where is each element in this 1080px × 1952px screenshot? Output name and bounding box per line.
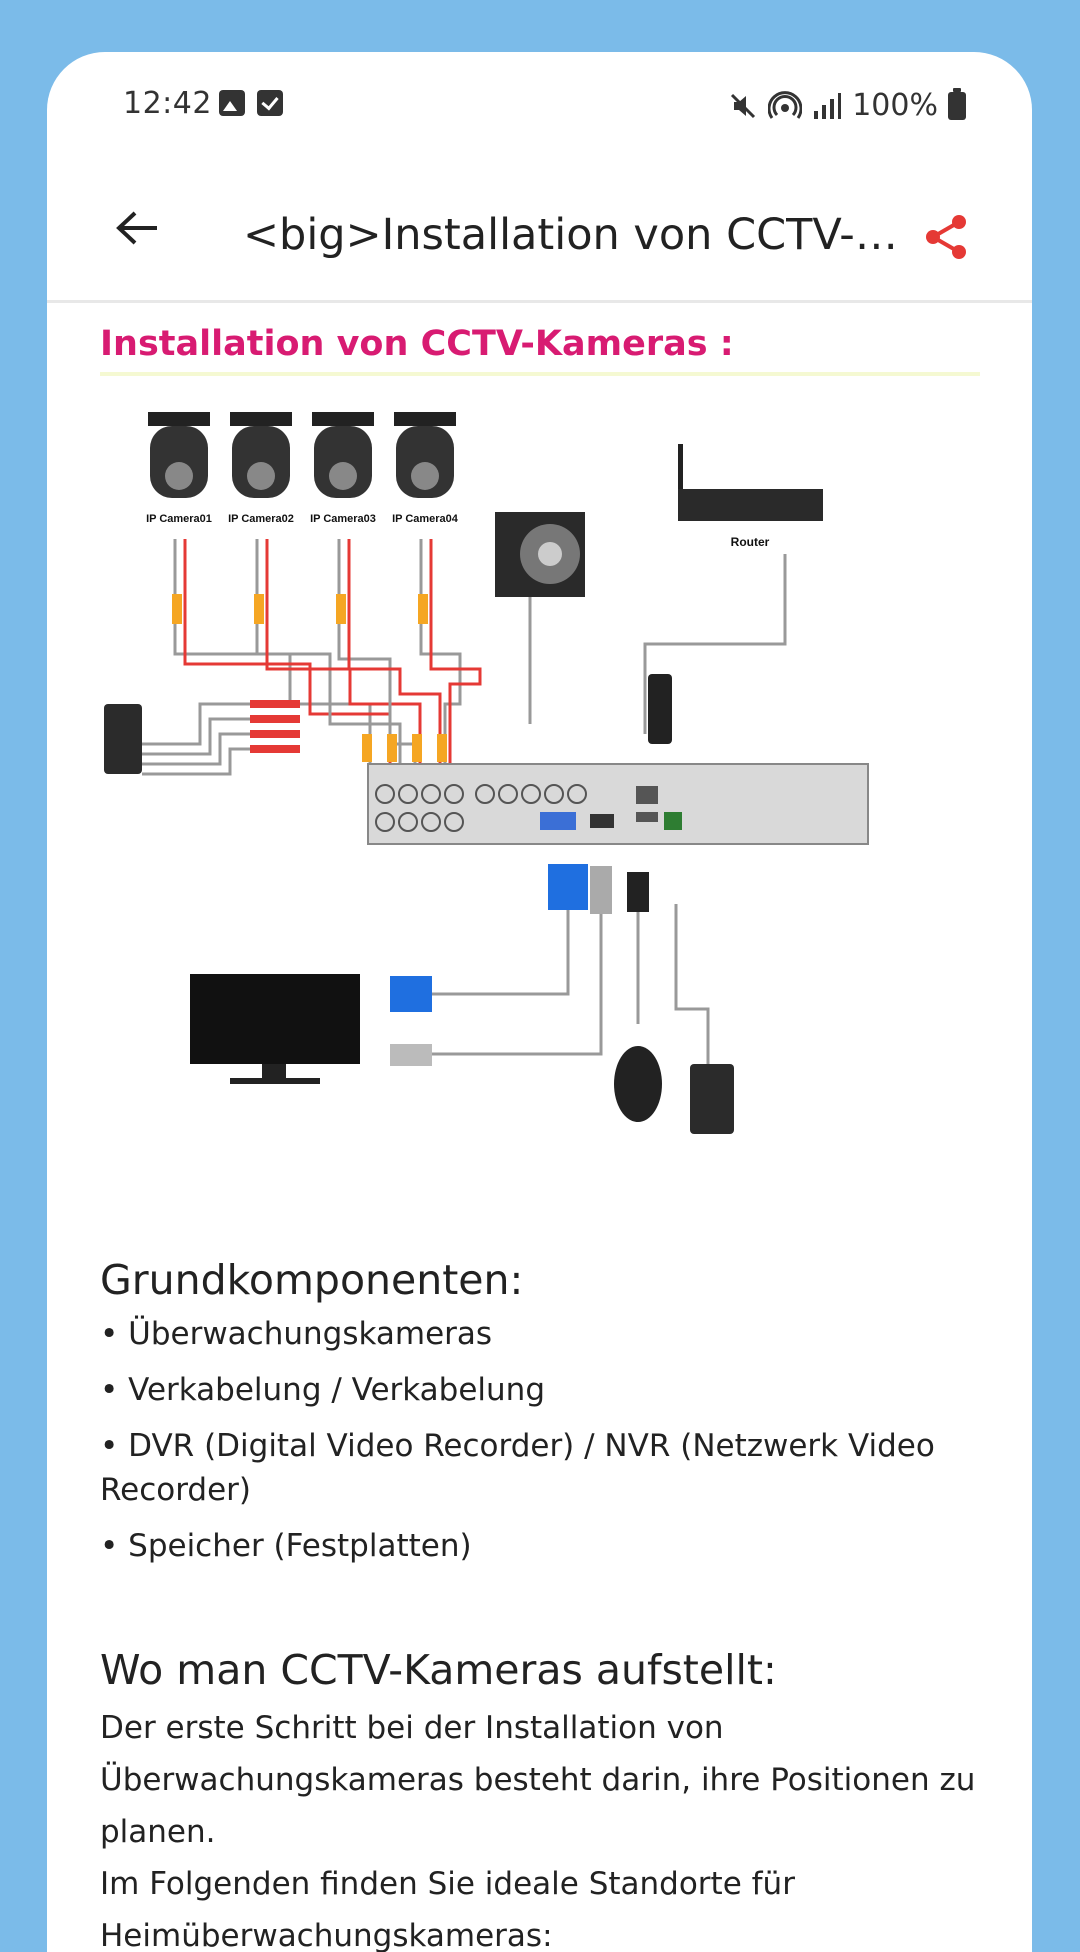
battery-charging-icon (948, 92, 966, 120)
paragraph-locations: Im Folgenden finden Sie ideale Standorte für Heimüberwachungskameras: (100, 1866, 795, 1952)
vga-connector (548, 864, 588, 910)
cctv-installation-diagram (100, 404, 980, 1224)
paragraph-planning: Der erste Schritt bei der Installation von Überwachungskameras besteht darin, ihre Positionen zu planen. (100, 1710, 976, 1850)
status-time: 12:42 (123, 86, 212, 121)
list-item: • DVR (Digital Video Recorder) / NVR (Netzwerk Video Recorder) (100, 1428, 935, 1508)
hdmi-connector (590, 866, 612, 914)
vga-plug (390, 976, 432, 1012)
power-adapter-left (104, 704, 142, 774)
battery-percent: 100% (852, 88, 938, 123)
camera-label-2: IP Camera02 (228, 513, 294, 525)
router-label: Router (730, 535, 770, 549)
usb-connector (627, 872, 649, 912)
heading-components: Grundkomponenten: (100, 1256, 524, 1304)
camera-2 (228, 412, 294, 525)
list-item: • Überwachungskameras (100, 1316, 493, 1352)
article-content (100, 324, 980, 1952)
monitor (190, 974, 360, 1084)
app-title: <big>Installation von CCTV-… (243, 210, 898, 260)
status-bar (47, 52, 1032, 152)
list-item: • Verkabelung / Verkabelung (100, 1372, 546, 1408)
heading-placement: Wo man CCTV-Kameras aufstellt: (100, 1646, 777, 1694)
hdmi-plug (390, 1044, 432, 1066)
camera-label-3: IP Camera03 (310, 513, 376, 525)
app-bar (47, 152, 1032, 303)
mute-icon (728, 91, 758, 121)
section-title: Installation von CCTV-Kameras : (100, 324, 980, 376)
image-icon (219, 90, 245, 116)
camera-label-4: IP Camera04 (392, 513, 458, 525)
power-adapter-right (690, 1064, 734, 1134)
speaker (495, 512, 585, 724)
usb-stick (648, 674, 672, 744)
camera-3 (310, 412, 376, 525)
camera-label-1: IP Camera01 (146, 513, 212, 525)
checkbox-icon (257, 90, 283, 116)
list-item: • Speicher (Festplatten) (100, 1528, 472, 1564)
dvr-recorder (368, 764, 868, 844)
hotspot-icon (768, 91, 802, 121)
mouse (614, 1046, 662, 1122)
signal-icon (812, 91, 842, 121)
camera-1 (146, 412, 212, 525)
components-list (100, 1312, 980, 1580)
phone-screen (47, 52, 1032, 1952)
camera-4 (392, 412, 459, 525)
share-icon[interactable] (923, 214, 969, 260)
arrow-left-icon[interactable] (115, 210, 159, 246)
